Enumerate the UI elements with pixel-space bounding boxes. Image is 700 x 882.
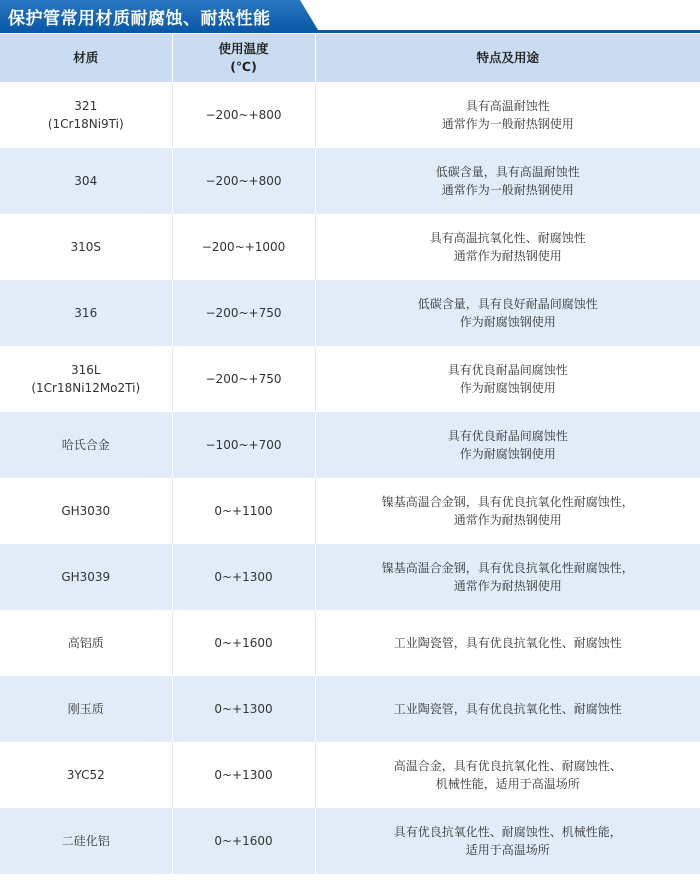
feature-cell-line: 机械性能，适用于高温场所 — [435, 777, 580, 791]
temperature-cell: −200~+750 — [172, 280, 315, 346]
feature-cell — [315, 346, 700, 412]
material-cell-line: (1Cr18Ni12Mo2Ti) — [31, 381, 141, 395]
material-cell-line: 刚玉质 — [67, 702, 104, 716]
header-temperature-label: 使用温度 — [218, 41, 269, 56]
page-title: 保护管常用材质耐腐蚀、耐热性能 — [8, 9, 271, 29]
feature-cell-line: 作为耐腐蚀钢使用 — [459, 315, 556, 329]
material-cell-line: 哈氏合金 — [61, 438, 110, 452]
material-cell-line: 316L — [70, 363, 101, 377]
feature-cell-line: 镍基高温合金钢，具有优良抗氧化性耐腐蚀性， — [381, 561, 634, 575]
material-cell — [0, 346, 172, 412]
table-row — [0, 676, 700, 742]
feature-cell-line: 具有优良抗氧化性、耐腐蚀性、机械性能， — [393, 825, 622, 839]
table-row — [0, 544, 700, 610]
feature-cell-line: 具有优良耐晶间腐蚀性 — [447, 429, 568, 443]
feature-cell-line: 具有优良耐晶间腐蚀性 — [447, 363, 568, 377]
feature-cell — [315, 808, 700, 874]
feature-cell-line: 适用于高温场所 — [465, 843, 550, 857]
title-bar — [0, 0, 700, 34]
feature-cell — [315, 82, 700, 148]
temperature-cell: 0~+1300 — [172, 742, 315, 808]
header-material: 材质 — [0, 34, 172, 82]
temperature-cell: −200~+800 — [172, 148, 315, 214]
feature-cell-line: 具有高温抗氧化性、耐腐蚀性 — [429, 231, 586, 245]
material-cell — [0, 478, 172, 544]
temperature-cell: −200~+800 — [172, 82, 315, 148]
feature-cell — [315, 412, 700, 478]
material-cell — [0, 214, 172, 280]
header-temperature-unit: (℃) — [230, 59, 257, 74]
table-row — [0, 148, 700, 214]
material-cell-line: 310S — [70, 240, 102, 254]
temperature-cell: 0~+1300 — [172, 544, 315, 610]
table-row — [0, 280, 700, 346]
material-cell — [0, 280, 172, 346]
material-cell-line: 3YC52 — [66, 768, 105, 782]
material-cell — [0, 544, 172, 610]
temperature-cell: −100~+700 — [172, 412, 315, 478]
material-cell-line: 304 — [74, 174, 98, 188]
feature-cell-line: 作为耐腐蚀钢使用 — [459, 381, 556, 395]
table-row — [0, 82, 700, 148]
temperature-cell: −200~+1000 — [172, 214, 315, 280]
feature-cell-line: 作为耐腐蚀钢使用 — [459, 447, 556, 461]
table-row — [0, 214, 700, 280]
feature-cell — [315, 214, 700, 280]
material-cell-line: 321 — [74, 99, 98, 113]
temperature-cell: 0~+1300 — [172, 676, 315, 742]
temperature-cell: 0~+1100 — [172, 478, 315, 544]
feature-cell-line: 工业陶瓷管，具有优良抗氧化性、耐腐蚀性 — [393, 702, 622, 716]
feature-cell-line: 通常作为一般耐热钢使用 — [441, 117, 574, 131]
feature-cell-line: 具有高温耐蚀性 — [465, 99, 550, 113]
table-row — [0, 478, 700, 544]
feature-cell — [315, 676, 700, 742]
material-cell-line: GH3039 — [61, 570, 111, 584]
feature-cell — [315, 544, 700, 610]
feature-cell-line: 通常作为一般耐热钢使用 — [441, 183, 574, 197]
feature-cell-line: 高温合金，具有优良抗氧化性、耐腐蚀性、 — [393, 759, 622, 773]
material-cell — [0, 742, 172, 808]
feature-cell-line: 通常作为耐热钢使用 — [453, 579, 562, 593]
material-cell-line: 高铝质 — [67, 636, 104, 650]
temperature-cell: −200~+750 — [172, 346, 315, 412]
table-row — [0, 412, 700, 478]
feature-cell-line: 工业陶瓷管，具有优良抗氧化性、耐腐蚀性 — [393, 636, 622, 650]
table-row — [0, 808, 700, 874]
feature-cell-line: 低碳含量，具有高温耐蚀性 — [435, 165, 580, 179]
feature-cell-line: 低碳含量，具有良好耐晶间腐蚀性 — [417, 297, 598, 311]
table-row — [0, 346, 700, 412]
material-cell — [0, 610, 172, 676]
material-cell-line: 二硅化铝 — [61, 834, 110, 848]
header-feature: 特点及用途 — [476, 50, 539, 65]
materials-table — [0, 34, 700, 874]
temperature-cell: 0~+1600 — [172, 808, 315, 874]
material-cell-line: GH3030 — [61, 504, 111, 518]
material-cell-line: 316 — [74, 306, 98, 320]
feature-cell-line: 通常作为耐热钢使用 — [453, 249, 562, 263]
material-cell — [0, 676, 172, 742]
feature-cell — [315, 478, 700, 544]
feature-cell-line: 通常作为耐热钢使用 — [453, 513, 562, 527]
feature-cell — [315, 148, 700, 214]
material-cell — [0, 148, 172, 214]
table-body — [0, 82, 700, 874]
header-temperature — [172, 34, 315, 82]
temperature-cell: 0~+1600 — [172, 610, 315, 676]
table-header-row — [0, 34, 700, 82]
feature-cell — [315, 610, 700, 676]
feature-cell — [315, 280, 700, 346]
table-row — [0, 610, 700, 676]
material-cell — [0, 412, 172, 478]
material-cell — [0, 82, 172, 148]
material-cell — [0, 808, 172, 874]
material-cell-line: (1Cr18Ni9Ti) — [47, 117, 124, 131]
feature-cell-line: 镍基高温合金钢，具有优良抗氧化性耐腐蚀性， — [381, 495, 634, 509]
table-row — [0, 742, 700, 808]
feature-cell — [315, 742, 700, 808]
title-underline — [0, 30, 700, 33]
